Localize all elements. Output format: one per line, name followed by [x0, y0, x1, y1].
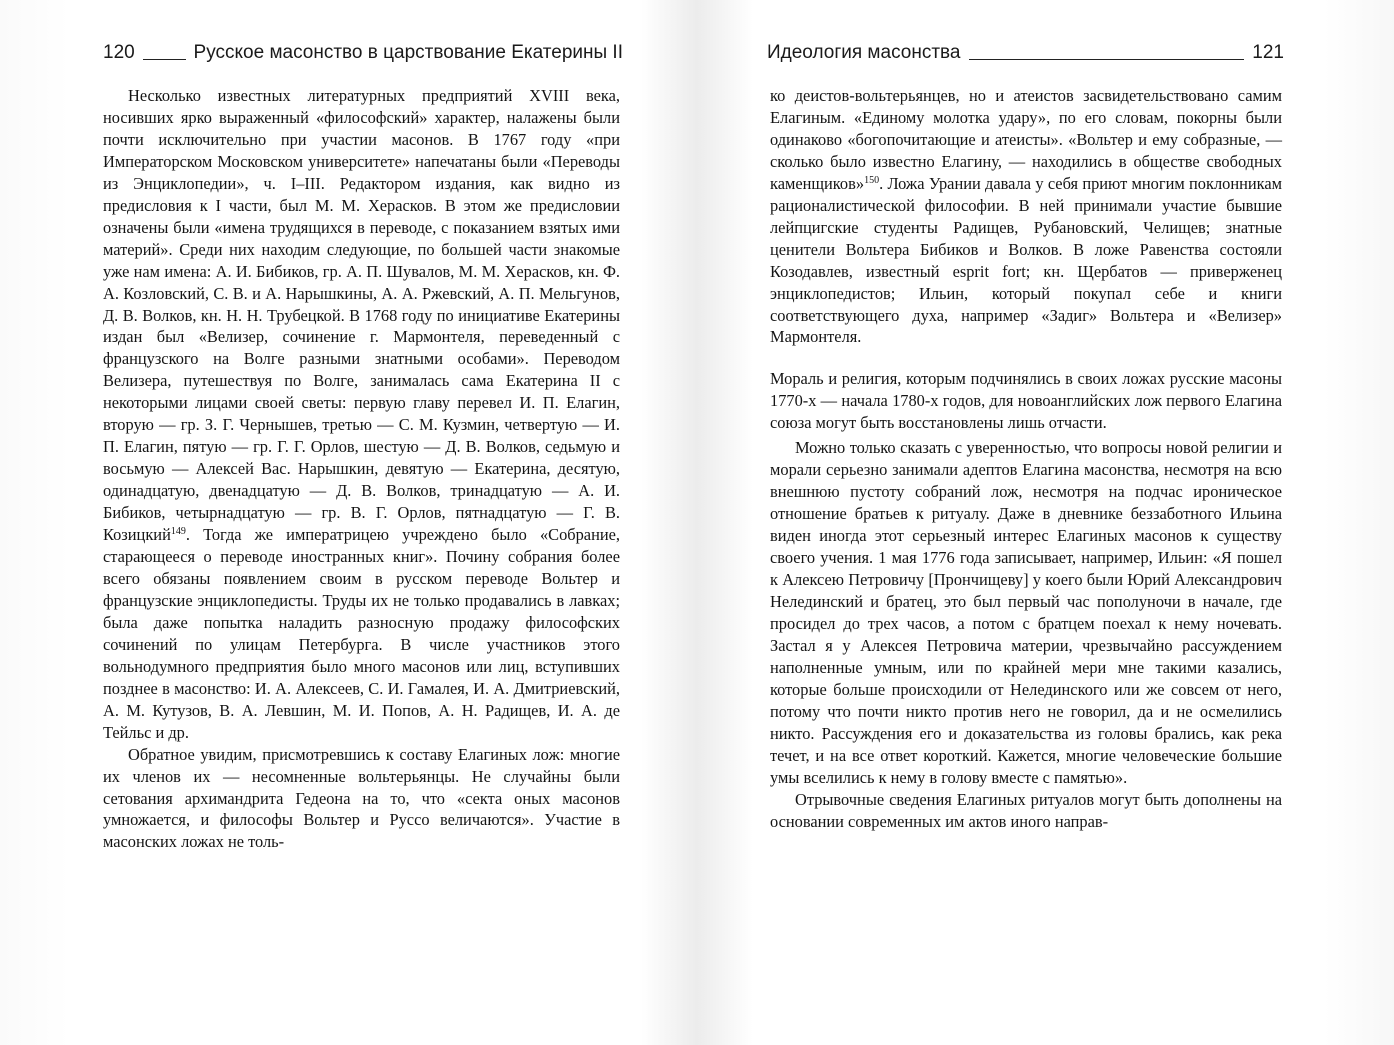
- right-page-text: [770, 85, 1282, 832]
- paragraph: Несколько известных литературных предприятий XVIII века, носивших ярко выраженный «философский» характер, налажены были почти исключительно при участии масонов. В 1767 году «при Императорском Московском университете» напечатаны были «Переводы из Энциклопедии», ч. I–III. Редактором издания, как видно из предисловия к I части, был М. М. Херасков. В этом же предисловии означены были «имена трудящихся в переводе, с показанием взятых ими материй». Среди них находим следующие, по большей части знакомые уже нам имена: А. И. Бибиков, гр. А. П. Шувалов, М. М. Херасков, кн. Ф. А. Козловский, С. В. и А. Нарышкины, А. А. Ржевский, А. П. Мельгунов, Д. В. Волков, кн. Н. Н. Трубецкой. В 1768 году по инициативе Екатерины издан был «Велизер, сочинение г. Мармонтеля, переведенный с французского на Волге разными знатными особами». Переводом Велизера, путешествуя по Волге, занималась сама Екатерина II с некоторыми лицами своей светы: первую главу перевел И. П. Елагин, вторую — гр. З. Г. Чернышев, третью — С. М. Кузмин, четвертую — И. П. Елагин, пятую — гр. Г. Г. Орлов, шестую — Д. В. Волков, седьмую и восьмую — Алексей Вас. Нарышкин, девятую — Екатерина, десятую, одинадцатую, двенадцатую — Д. В. Волков, тринадцатую — А. И. Бибиков, четырнадцатую — гр. В. Г. Орлов, пятнадцатую — Г. В. Козицкий$^{149}$. Тогда же императрицею учреждено было «Собрание, старающееся о переводе иностранных книг». Почину собрания более всего обязаны появлением своим в русском переводе Вольтер и французские энциклопедисты. Труды их не только продавались в лавках; была даже попытка наладить разносную продажу философских сочинений по улицам Петербурга. В числе участников этого вольнодумного предприятия было много масонов или лиц, вступивших позднее в масонство: И. А. Алексеев, С. И. Гамалея, И. А. Дмитриевский, А. М. Кутузов, В. А. Левшин, М. И. Попов, А. Н. Радищев, И. А. де Тейльс и др.: [103, 86, 620, 742]
- paragraph: Мораль и религия, которым подчинялись в своих ложах русские масоны 1770-х — начала 1780-х годов, для новоанглийских лож первого Елагина союза могут быть восстановлены лишь отчасти.: [770, 369, 1282, 433]
- running-title-left: Русское масонство в царствование Екатерины II: [193, 42, 623, 63]
- right-page: [697, 0, 1394, 1045]
- page-number-left: 120: [103, 42, 135, 63]
- footnote-ref: 150: [864, 174, 880, 186]
- paragraph: Отрывочные сведения Елагиных ритуалов могут быть дополнены на основании современных им актов иного направ-: [770, 789, 1282, 831]
- running-head-rule-right: [969, 59, 1245, 60]
- paragraph: ко деистов-вольтерьянцев, но и атеистов засвидетельствовано самим Елагиным. «Единому молотка удару», по его словам, покорны были одинаково «богопочитающие и атеисты». «Вольтер и ему собразные, — сколько было известно Елагину, — находились в обществе свободных каменщиков»$^{150}$. Ложа Урании давала у себя приют многим поклонникам рационалистической философии. В ней принимали участие бывшие лейпцигские студенты Радищев, Рубановский, Челищев; знатные ценители Вольтера Бибиков и Волков. В ложе Равенства состояли Козодавлев, известный esprit fort; кн. Щербатов — приверженец энциклопедистов; Ильин, который покупал себе и книги соответствующего духа, например «Задиг» Вольтера и «Велизер» Мармонтеля.: [770, 86, 1282, 347]
- page-number-right: 121: [1252, 42, 1284, 63]
- running-head-right: [767, 40, 1284, 66]
- paragraph: Обратное увидим, присмотревшись к составу Елагиных лож: многие их членов их — несомненные вольтерьянцы. Не случайны были сетования архимандрита Гедеона на то, что «секта оных масонов умножается, и философы Вольтер и Руссо величаются». Участие в масонских ложах не толь-: [103, 744, 620, 852]
- running-head-left: [103, 40, 623, 66]
- running-head-rule-left: [143, 59, 186, 60]
- left-page-text: [103, 85, 620, 853]
- running-title-right: Идеология масонства: [767, 42, 961, 63]
- paragraph: Можно только сказать с уверенностью, что вопросы новой религии и морали серьезно занимали адептов Елагина масонства, несмотря на всю внешнюю пустоту собраний лож, несмотря на подчас ироническое отношение братьев к ритуалу. Даже в дневнике беззаботного Ильина виден иногда этот серьезный интерес Елагиных масонов к существу своего учения. 1 мая 1776 года записывает, например, Ильин: «Я пошел к Алексею Петровичу [Прончищеву] у коего были Юрий Александрович Нелединский и братец, это был первый час пополуночи в начале, где просидел до трех часов, а потом с братцем поехал к нему ночевать. Застал я у Алексея Петровича материи, чрезвычайно рассуждением наполненные умным, или по крайней мери мне такими казались, которые больше происходили от Нелединского или же совсем от него, потому что почти никто против него не говорил, да и не осмелились никто. Рассуждения его и доказательства из головы брались, как река течет, и на все ответ короткий. Кажется, многие человеческие большие умы вселились к нему в голову вместе с памятью».: [770, 438, 1282, 787]
- footnote-ref: 149: [170, 526, 186, 538]
